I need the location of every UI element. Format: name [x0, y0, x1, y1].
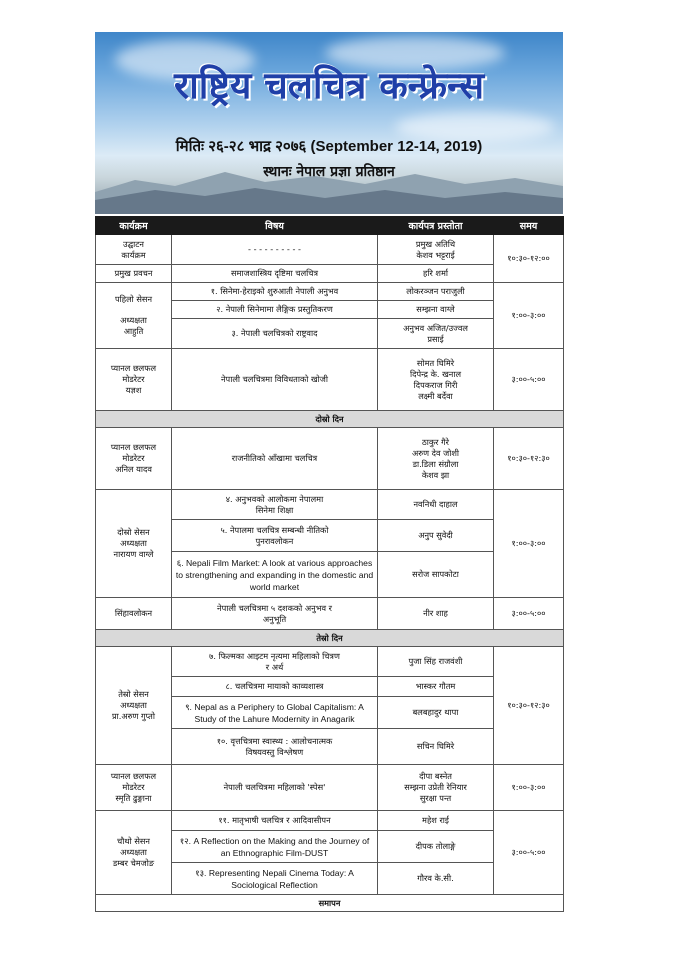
presenter-cell: अनुप सुवेदी [378, 520, 494, 552]
column-header-time: समय [494, 217, 564, 235]
topic-cell [172, 598, 378, 630]
topic-cell: ८. चलचित्रमा मायाको काव्यशास्त्र [172, 677, 378, 697]
topic-line: नेपाली चलचित्रमा ५ दशकको अनुभव र [217, 602, 332, 613]
presenter-cell [378, 235, 494, 265]
topic-line: ४. अनुभवको आलोकमा नेपालमा [225, 493, 324, 504]
program-spacer [99, 305, 168, 315]
table-header-row [96, 217, 564, 235]
program-line: अध्यक्षता [120, 538, 147, 548]
time-cell: १:००-३:०० [494, 490, 564, 598]
program-cell [96, 490, 172, 598]
column-header-program: कार्यक्रम [96, 217, 172, 235]
program-line: चौथो सेसन [117, 836, 150, 846]
topic-cell: १३. Representing Nepali Cinema Today: A Sociological Reflection [172, 863, 378, 895]
program-line: अनिल यादव [115, 464, 152, 474]
program-line: तेस्रो सेसन [118, 689, 149, 699]
program-line: प्यानल छलफल [110, 363, 157, 373]
presenter-cell: पुजा सिंह राजवंशी [378, 647, 494, 677]
presenter-cell: भास्कर गौतम [378, 677, 494, 697]
presenter-line: अरुण देव जोशी [411, 447, 460, 458]
presenter-line: दिपकराज गिरी [413, 379, 458, 390]
presenter-line: लक्ष्मी बर्देवा [418, 390, 453, 401]
topic-cell [172, 647, 378, 677]
time-cell: १:००-३:०० [494, 283, 564, 349]
presenter-line: सोमत घिमिरे [416, 357, 455, 368]
presenter-line: डा.डिला संग्रौला [412, 458, 459, 469]
presenter-line: केशव झा [421, 469, 450, 480]
program-line: प्यानल छलफल [110, 442, 157, 452]
time-cell: ३:००-५:०० [494, 811, 564, 895]
program-cell [96, 811, 172, 895]
program-cell: सिंहावलोकन [96, 598, 172, 630]
program-line: डम्बर चेमजोङ [112, 858, 155, 868]
conference-title: राष्ट्रिय चलचित्र कन्फ्रेन्स [174, 64, 484, 107]
topic-line: सिनेमा शिक्षा [255, 504, 294, 515]
topic-cell: १२. A Reflection on the Making and the Journey of an Ethnographic Film-DUST [172, 831, 378, 863]
table-row [96, 598, 564, 630]
presenter-cell: नवनिधी दाहाल [378, 490, 494, 520]
program-line: यज्ञश [125, 385, 142, 395]
table-row [96, 765, 564, 811]
topic-cell [172, 520, 378, 552]
column-header-topic: विषय [172, 217, 378, 235]
time-cell: १०:३०-१२:३० [494, 647, 564, 765]
program-cell: प्रमुख प्रवचन [96, 265, 172, 283]
date-line: मितिः २६-२८ भाद्र २०७६ (September 12-14, 2019) [175, 138, 483, 155]
conference-poster [95, 32, 563, 912]
presenter-cell [378, 349, 494, 411]
schedule-table [95, 216, 564, 912]
program-line: मोडरेटर [122, 374, 145, 384]
presenter-cell: महेश राई [378, 811, 494, 831]
table-row [96, 235, 564, 265]
program-line: पहिलो सेसन [114, 294, 152, 304]
table-row [96, 265, 564, 283]
presenter-cell: हरि शर्मा [378, 265, 494, 283]
presenter-line: दिपेन्द्र के. खनाल [409, 368, 461, 379]
program-line: प्यानल छलफल [110, 771, 157, 781]
presenter-cell: सरोज सापकोटा [378, 552, 494, 598]
closing-row [96, 895, 564, 912]
table-row [96, 811, 564, 831]
presenter-cell: दीपक तोलाङ्गे [378, 831, 494, 863]
program-cell [96, 647, 172, 765]
presenter-line: केशव भट्टराई [416, 249, 455, 260]
presenter-line: दीपा बस्नेत [419, 771, 452, 781]
program-line: उद्घाटन [123, 238, 144, 249]
program-line: मोडरेटर [122, 782, 145, 792]
topic-cell: समाजशास्त्रिय दृष्टिमा चलचित्र [172, 265, 378, 283]
topic-line: पुनरावलोकन [255, 535, 294, 546]
program-line: अध्यक्षता [120, 847, 147, 857]
header-banner [95, 32, 563, 214]
table-row [96, 283, 564, 301]
topic-cell [172, 729, 378, 765]
program-line: प्रा.अरुण गुप्तो [112, 711, 155, 721]
topic-line: ५. नेपालमा चलचित्र सम्बन्धी नीतिको [220, 524, 329, 535]
program-line: नारायण वाग्ले [113, 549, 154, 559]
presenter-cell: सचिन घिमिरे [378, 729, 494, 765]
presenter-line: प्रमुख अतिथि [415, 238, 456, 249]
table-row [96, 490, 564, 520]
day-two-label: दोस्रो दिन [96, 411, 564, 428]
program-line: मोडरेटर [122, 453, 145, 463]
topic-line: विषयवस्तु विश्लेषण [245, 746, 304, 757]
topic-cell [172, 490, 378, 520]
program-line: आहुति [123, 326, 144, 336]
presenter-line: अनुभव अजित/उज्वल [403, 322, 468, 333]
program-line: अध्यक्षता [120, 700, 147, 710]
topic-cell: ३. नेपाली चलचित्रको राष्ट्रवाद [172, 319, 378, 349]
program-cell [96, 765, 172, 811]
presenter-cell: बलबहादुर थापा [378, 697, 494, 729]
time-cell: ३:००-५:०० [494, 349, 564, 411]
topic-line: र अर्थ [265, 661, 284, 672]
table-row [96, 428, 564, 490]
topic-line: ७. फिल्मका आइटम नृत्यमा महिलाको चित्रण [209, 650, 340, 661]
topic-cell: ९. Nepal as a Periphery to Global Capitalism: A Study of the Lahure Modernity in Anagarik [172, 697, 378, 729]
presenter-line: सुरक्षा पन्त [419, 793, 452, 803]
program-cell [96, 428, 172, 490]
day-three-label: तेस्रो दिन [96, 630, 564, 647]
topic-cell: नेपाली चलचित्रमा विविधताको खोजी [172, 349, 378, 411]
topic-cell: - - - - - - - - - - [172, 235, 378, 265]
presenter-line: प्रसाई [427, 333, 444, 344]
topic-line: १०. वृत्तचित्रमा स्वास्थ्य : आलोचनात्मक [216, 735, 333, 746]
topic-cell: ६. Nepali Film Market: A look at various approaches to strengthening and expanding in the domestic and world market [172, 552, 378, 598]
program-cell [96, 283, 172, 349]
presenter-cell: सम्झना वाग्ले [378, 301, 494, 319]
time-cell: १०:३०-१२:३० [494, 428, 564, 490]
program-cell [96, 349, 172, 411]
table-row [96, 349, 564, 411]
topic-cell: १. सिनेमा-हेराइको शुरुआती नेपाली अनुभव [172, 283, 378, 301]
presenter-cell [378, 319, 494, 349]
presenter-line: सम्झना उप्रेती रेनियार [404, 782, 467, 792]
topic-cell: ११. मातृभाषी चलचित्र र आदिवासीपन [172, 811, 378, 831]
program-line: अध्यक्षता [120, 315, 147, 325]
presenter-cell: गौरव के.सी. [378, 863, 494, 895]
time-cell: ३:००-५:०० [494, 598, 564, 630]
topic-line: अनुभूति [262, 613, 287, 624]
venue-line: स्थानः नेपाल प्रज्ञा प्रतिष्ठान [263, 164, 395, 180]
day-header-row [96, 630, 564, 647]
column-header-presenter: कार्यपत्र प्रस्तोता [378, 217, 494, 235]
topic-cell: राजनीतिको आँखामा चलचित्र [172, 428, 378, 490]
presenter-line: ठाकुर गैरे [421, 436, 450, 447]
program-line: स्मृति ढुङ्गाना [115, 793, 152, 803]
presenter-cell [378, 428, 494, 490]
table-row [96, 647, 564, 677]
program-line: दोस्रो सेसन [117, 527, 150, 537]
presenter-cell: लोकरञ्जन पराजुली [378, 283, 494, 301]
program-cell [96, 235, 172, 265]
presenter-cell [378, 765, 494, 811]
closing-label: समापन [96, 895, 564, 912]
topic-cell: नेपाली चलचित्रमा महिलाको 'स्पेस' [172, 765, 378, 811]
time-cell: १०:३०-१२:०० [494, 235, 564, 283]
presenter-cell: नीर शाह [378, 598, 494, 630]
day-header-row [96, 411, 564, 428]
time-cell: १:००-३:०० [494, 765, 564, 811]
program-line: कार्यक्रम [121, 249, 146, 260]
topic-cell: २. नेपाली सिनेमामा लैङ्गिक प्रस्तुतिकरण [172, 301, 378, 319]
